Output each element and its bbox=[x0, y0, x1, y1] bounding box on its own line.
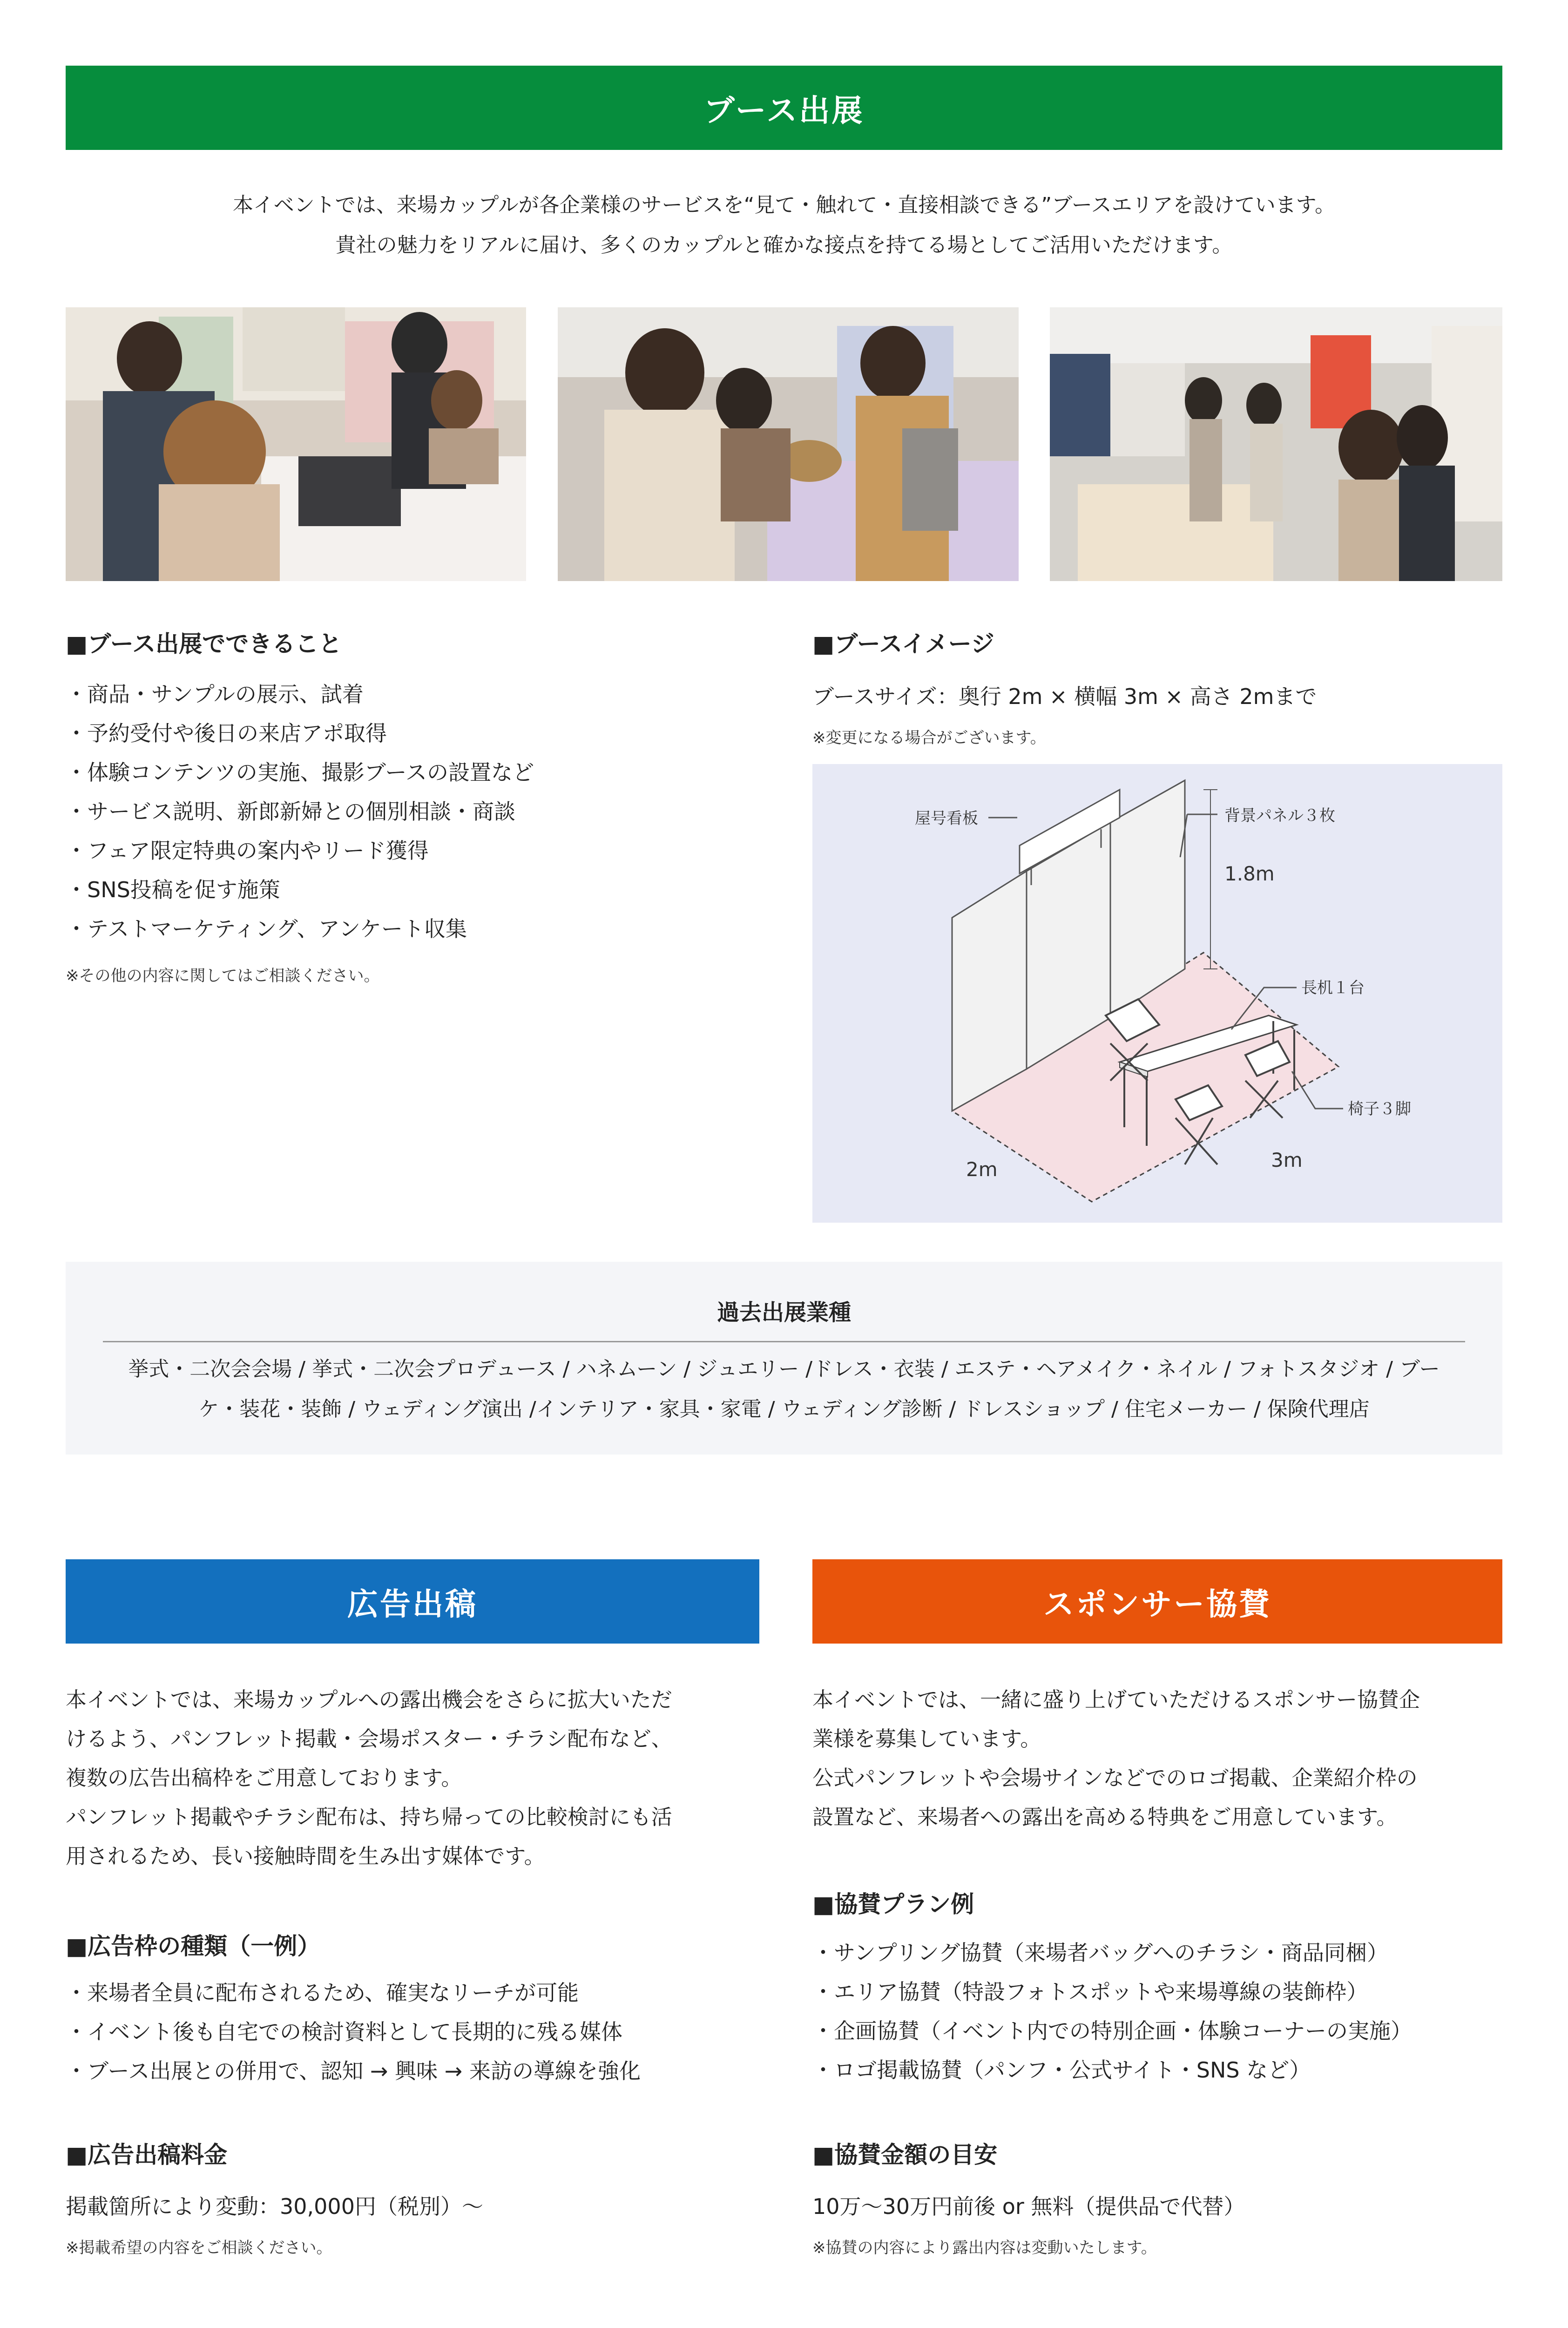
label-panels: 背景パネル３枚 bbox=[1224, 806, 1335, 825]
booth-intro-line-2: 貴社の魅力をリアルに届け、多くのカップルと確かな接点を持てる場としてご活用いただけます。 bbox=[335, 233, 1233, 257]
sponsor-amount-heading: ■協賛金額の目安 bbox=[812, 2141, 998, 2168]
past-industries-box bbox=[66, 1262, 1502, 1455]
ads-intro-line: 用されるため、長い接触時間を生み出す媒体です。 bbox=[66, 1844, 545, 1868]
list-item: ・SNS投稿を促す施策 bbox=[66, 877, 280, 902]
list-item: ・来場者全員に配布されるため、確実なリーチが可能 bbox=[66, 1980, 579, 2005]
ads-fee-note: ※掲載希望の内容をご相談ください。 bbox=[66, 2239, 332, 2257]
booth-photo-3 bbox=[1050, 307, 1502, 581]
booth-can-do-heading: ■ブース出展でできること bbox=[66, 630, 342, 657]
past-industries-divider bbox=[103, 1341, 1465, 1342]
back-panel-left bbox=[952, 871, 1027, 1111]
list-item: ・企画協賛（イベント内での特別企画・体験コーナーの実施） bbox=[812, 2018, 1412, 2044]
booth-diagram bbox=[812, 764, 1502, 1223]
ads-intro-line: 複数の広告出稿枠をご用意しております。 bbox=[66, 1766, 462, 1790]
label-width: 3m bbox=[1271, 1149, 1303, 1171]
booth-size-note: ※変更になる場合がございます。 bbox=[812, 729, 1046, 747]
ads-intro-line: けるよう、パンフレット掲載・会場ポスター・チラシ配布など、 bbox=[66, 1726, 672, 1751]
past-industries-line-2: ケ・装花・装飾 / ウェディング演出 /インテリア・家具・家電 / ウェディング診断 / ドレスショップ / 住宅メーカー / 保険代理店 bbox=[198, 1397, 1370, 1421]
list-item: ・ロゴ掲載協賛（パンフ・公式サイト・SNS など） bbox=[812, 2057, 1311, 2083]
list-item: ・フェア限定特典の案内やリード獲得 bbox=[66, 838, 429, 863]
list-item: ・イベント後も自宅での検討資料として長期的に残る媒体 bbox=[66, 2019, 622, 2044]
ads-fee-heading: ■広告出稿料金 bbox=[66, 2141, 228, 2168]
booth-banner: ブース出展 bbox=[66, 66, 1502, 150]
ads-intro bbox=[66, 1680, 759, 1876]
label-desk: 長机１台 bbox=[1301, 979, 1365, 997]
ads-fee-text: 掲載箇所により変動：30,000円（税別）～ bbox=[66, 2194, 483, 2219]
sponsor-intro-line: 設置など、来場者への露出を高める特典をご用意しています。 bbox=[812, 1805, 1398, 1829]
list-item: ・サンプリング協賛（来場者バッグへのチラシ・商品同梱） bbox=[812, 1940, 1388, 1965]
sponsor-intro-line: 業様を募集しています。 bbox=[812, 1726, 1041, 1751]
booth-photo-2 bbox=[558, 307, 1019, 581]
list-item: ・ブース出展との併用で、認知 → 興味 → 来訪の導線を強化 bbox=[66, 2058, 641, 2084]
list-item: ・サービス説明、新郎新婦との個別相談・商談 bbox=[66, 799, 515, 824]
sponsor-intro-line: 公式パンフレットや会場サインなどでのロゴ掲載、企業紹介枠の bbox=[812, 1766, 1418, 1790]
booth-photo-1 bbox=[66, 307, 526, 581]
ads-types-list bbox=[66, 1973, 641, 2091]
sponsor-plans-heading: ■協賛プラン例 bbox=[812, 1891, 974, 1918]
list-item: ・予約受付や後日の来店アポ取得 bbox=[66, 721, 387, 746]
list-item: ・体験コンテンツの実施、撮影ブースの設置など bbox=[66, 760, 534, 785]
booth-intro bbox=[66, 185, 1502, 265]
ads-intro-line: パンフレット掲載やチラシ配布は、持ち帰っての比較検討にも活 bbox=[66, 1805, 672, 1829]
sponsor-intro bbox=[812, 1680, 1502, 1837]
list-item: ・テストマーケティング、アンケート収集 bbox=[66, 916, 467, 941]
label-sign: 屋号看板 bbox=[915, 809, 978, 828]
booth-intro-line-1: 本イベントでは、来場カップルが各企業様のサービスを“見て・触れて・直接相談できる”ブースエリアを設けています。 bbox=[232, 193, 1336, 217]
sponsor-intro-line: 本イベントでは、一緒に盛り上げていただけるスポンサー協賛企 bbox=[812, 1687, 1420, 1712]
label-depth: 2m bbox=[966, 1158, 998, 1181]
ads-types-heading: ■広告枠の種類（一例） bbox=[66, 1933, 321, 1960]
sponsor-amount-note: ※協賛の内容により露出内容は変動いたします。 bbox=[812, 2239, 1157, 2257]
ads-intro-line: 本イベントでは、来場カップルへの露出機会をさらに拡大いただ bbox=[66, 1687, 672, 1712]
past-industries-title: 過去出展業種 bbox=[716, 1299, 851, 1326]
list-item: ・エリア協賛（特設フォトスポットや来場導線の装飾枠） bbox=[812, 1979, 1368, 2004]
past-industries-text bbox=[103, 1349, 1465, 1429]
booth-can-do-list bbox=[66, 675, 534, 948]
ads-banner: 広告出稿 bbox=[66, 1559, 759, 1644]
sponsor-plans-list bbox=[812, 1933, 1412, 2090]
label-height: 1.8m bbox=[1224, 862, 1275, 885]
booth-size-text: ブースサイズ：奥行 2m × 横幅 3m × 高さ 2mまで bbox=[812, 684, 1317, 709]
sponsor-amount-text: 10万～30万円前後 or 無料（提供品で代替） bbox=[812, 2194, 1245, 2219]
label-chairs: 椅子３脚 bbox=[1348, 1100, 1411, 1118]
sponsor-banner: スポンサー協賛 bbox=[812, 1559, 1502, 1644]
booth-can-do-note: ※その他の内容に関してはご相談ください。 bbox=[66, 967, 380, 985]
past-industries-line-1: 挙式・二次会会場 / 挙式・二次会プロデュース / ハネムーン / ジュエリー /ドレス・衣装 / エステ・ヘアメイク・ネイル / フォトスタジオ / ブー bbox=[128, 1357, 1440, 1381]
list-item: ・商品・サンプルの展示、試着 bbox=[66, 682, 364, 707]
booth-image-heading: ■ブースイメージ bbox=[812, 630, 994, 657]
